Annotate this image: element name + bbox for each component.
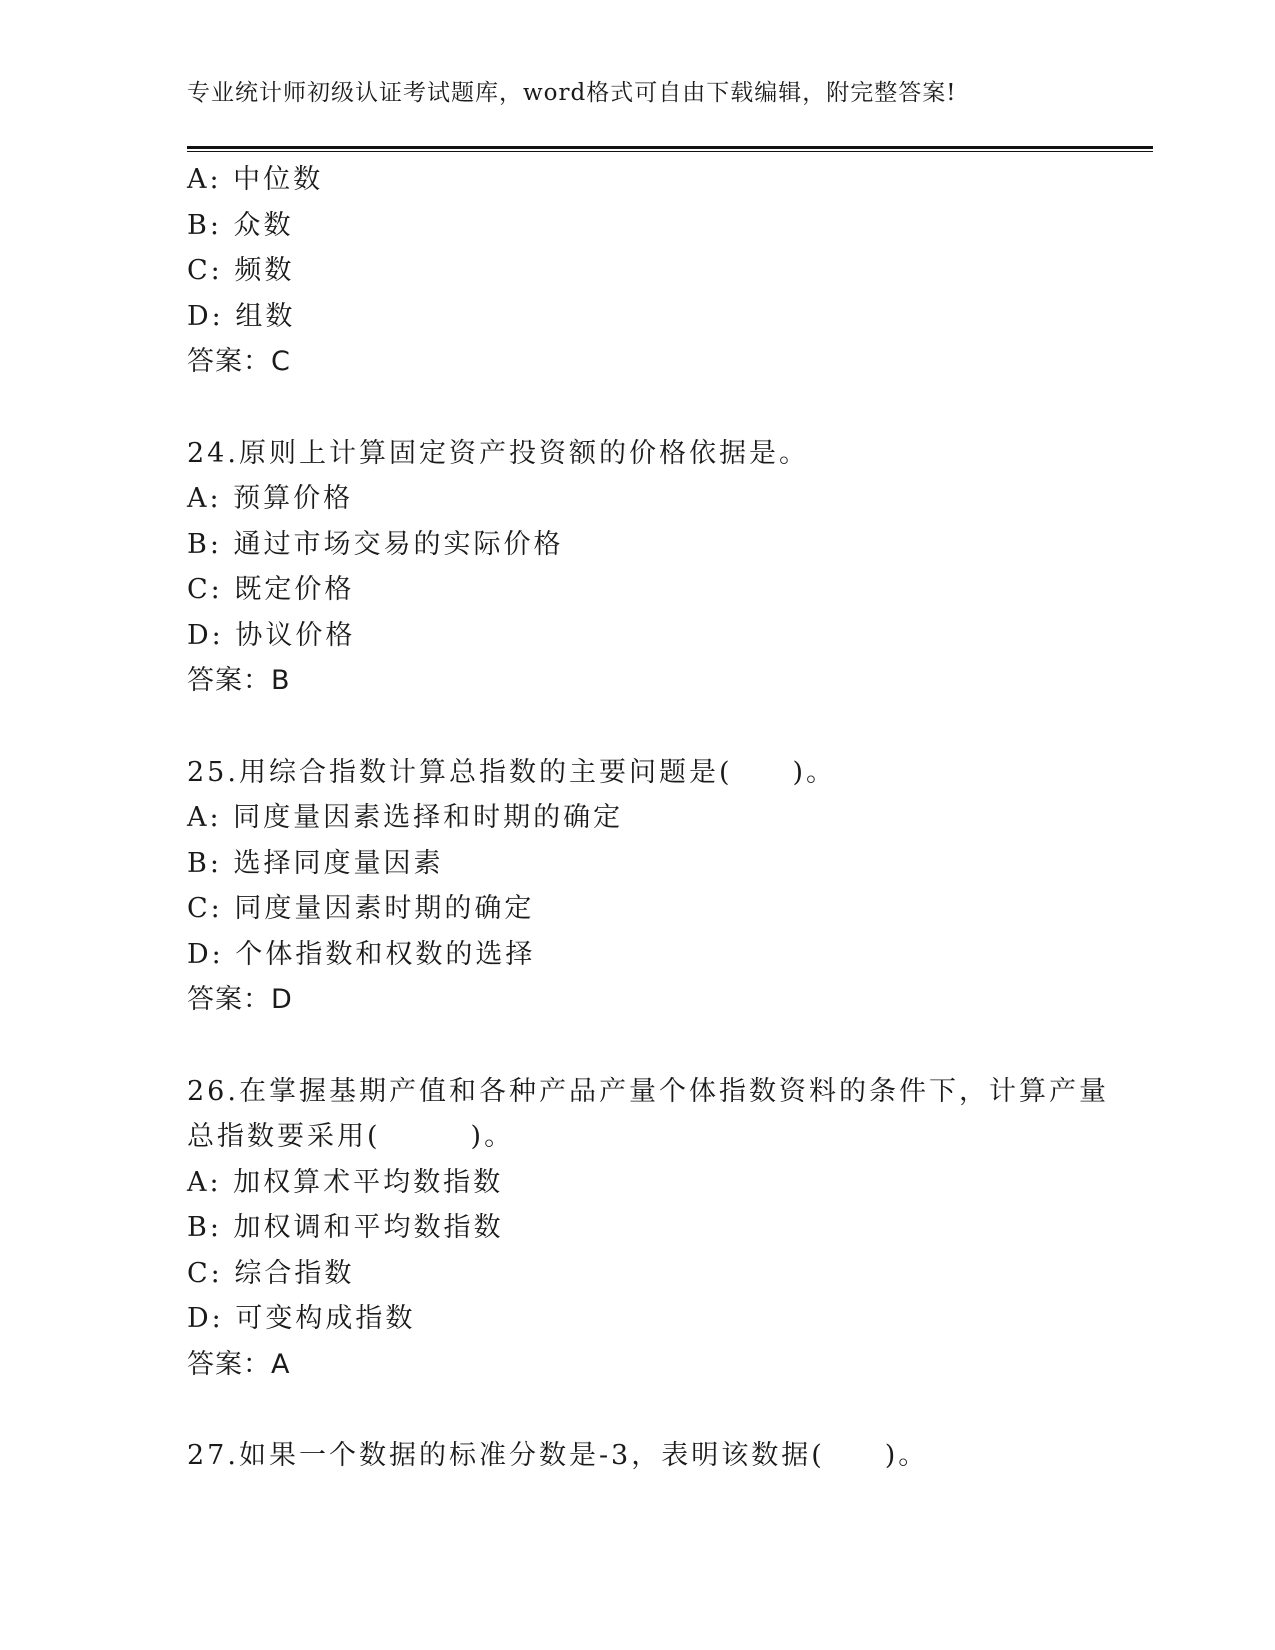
- answer: 答案：D: [187, 984, 293, 1015]
- answer: 答案：A: [187, 1348, 291, 1380]
- option-d: D: 可变构成指数: [187, 1303, 416, 1334]
- option-c: C: 既定价格: [187, 574, 355, 605]
- header-rule-thin: [187, 151, 1153, 152]
- option-b: B: 加权调和平均数指数: [187, 1212, 504, 1243]
- question-stem-continued: 总指数要采用( )。: [187, 1121, 515, 1152]
- question-26: [187, 1069, 1153, 1388]
- question-stem: 26.在掌握基期产值和各种产品产量个体指数资料的条件下，计算产量: [187, 1075, 1109, 1107]
- option-b: B: 通过市场交易的实际价格: [187, 528, 564, 560]
- option-b: B: 选择同度量因素: [187, 847, 444, 879]
- question-stem: 25.用综合指数计算总指数的主要问题是( )。: [187, 756, 837, 788]
- option-c: C: 频数: [187, 255, 295, 286]
- question-list: [187, 157, 1153, 1479]
- option-d: D: 组数: [187, 300, 296, 332]
- header-rule-thick: [187, 146, 1153, 149]
- option-d: D: 个体指数和权数的选择: [187, 938, 536, 970]
- option-a: A: 同度量因素选择和时期的确定: [187, 802, 624, 833]
- question-stem: 27.如果一个数据的标准分数是-3，表明该数据( )。: [187, 1440, 929, 1471]
- page-header: 专业统计师初级认证考试题库，word格式可自由下载编辑，附完整答案!: [187, 80, 957, 106]
- option-b: B: 众数: [187, 209, 294, 241]
- question-25: [187, 750, 1153, 1023]
- question-23-tail: [187, 157, 1153, 385]
- answer: 答案：B: [187, 665, 291, 696]
- option-a: A: 中位数: [187, 164, 324, 195]
- question-stem: 24.原则上计算固定资产投资额的价格依据是。: [187, 437, 809, 469]
- option-c: C: 同度量因素时期的确定: [187, 893, 535, 924]
- option-c: C: 综合指数: [187, 1257, 355, 1289]
- option-a: A: 预算价格: [187, 483, 354, 514]
- option-a: A: 加权算术平均数指数: [187, 1166, 504, 1198]
- option-d: D: 协议价格: [187, 619, 356, 651]
- question-24: [187, 431, 1153, 704]
- question-27: [187, 1433, 1153, 1479]
- answer: 答案：C: [187, 346, 291, 377]
